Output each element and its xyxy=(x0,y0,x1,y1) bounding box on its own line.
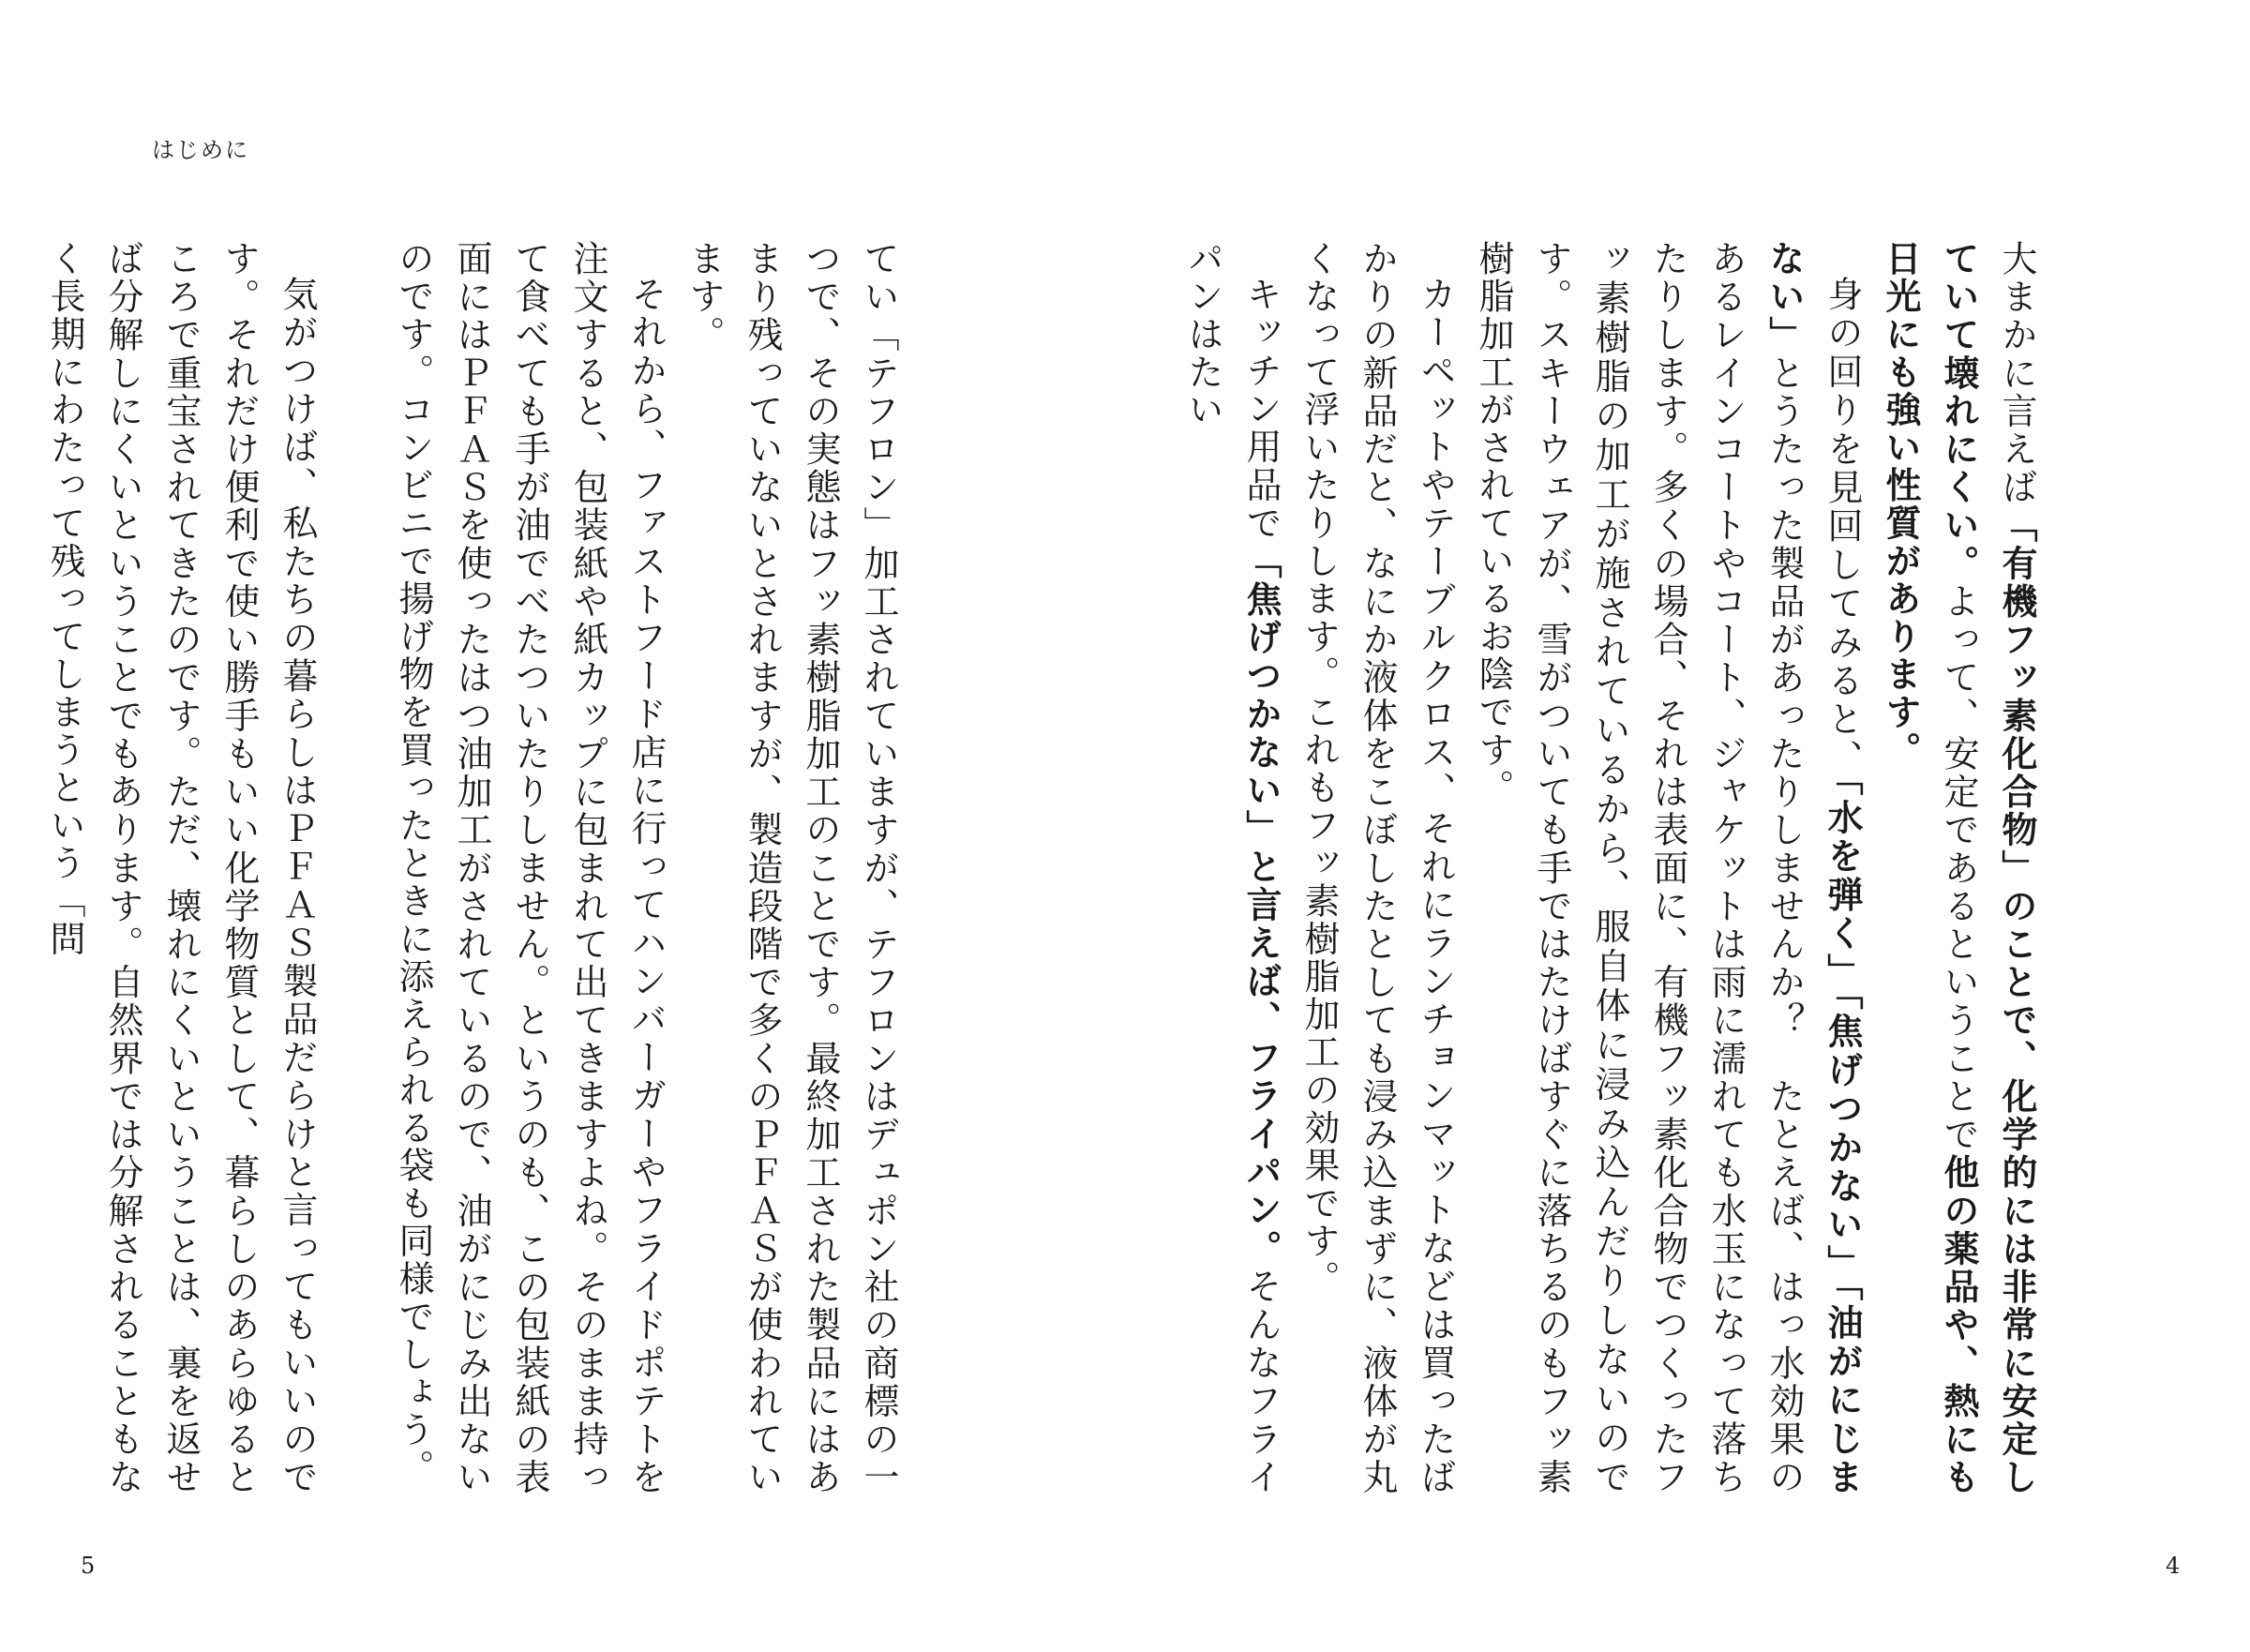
right-page xyxy=(1125,0,2250,1652)
right-p2-seg-1: 身の回りを見回してみると、 xyxy=(1822,276,1863,778)
right-p4-seg-1: キッチン用品で xyxy=(1240,276,1282,543)
page-number-left: 5 xyxy=(81,1553,96,1579)
left-paragraph-2: それから、ファストフード店に行ってハンバーガーやフライドポテトを注文すると、包装紙や紙カップに包まれて出てきますよね。そのまま持って食べても手が油でべたついたりしません。というのも、この包装紙の表面にはＰＦＡＳを使ったはつ油加工がされているので、油がにじみ出ないのです。コンビニで揚げ物を買ったときに添えられる袋も同様でしょう。 xyxy=(393,240,667,1496)
right-p4-seg-3: そんなフライパンはたい xyxy=(1182,240,1282,1496)
left-p1-head: てい xyxy=(858,240,899,317)
page-number-right: 4 xyxy=(2166,1553,2181,1579)
right-body-text xyxy=(1174,240,2046,1496)
left-paragraph-1 xyxy=(675,240,908,1496)
left-paragraph-3: 気がつけば、私たちの暮らしはＰＦＡＳ製品だらけと言ってもいいのです。それだけ便利で使い勝手もいい化学物質として、暮らしのあらゆるところで重宝されてきたのです。ただ、壊れにくいということは、裏を返せば分解しにくいということでもあります。自然界では分解されることもなく長期にわたって残ってしまうという「問 xyxy=(44,240,318,1496)
right-p1-seg-4-bold: 他の薬品や、熱にも日光にも強い性質があります。 xyxy=(1880,240,1979,1496)
right-p2-seg-3: とうたった製品があったりしませんか？ たとえば、はっ水効果のあるレインコートやコート、ジャケットは雨に濡れても水玉になって落ちたりします。多くの場合、それは表面に、有機フッ素化合物でつくったフッ素樹脂の加工が施されているから、服自体に浸み込んだりしないのです。スキーウェアが、雪がついても手ではたけばすぐに落ちるのもフッ素樹脂加工がされているお陰です。 xyxy=(1473,240,1805,1496)
left-body-text xyxy=(36,240,908,1496)
left-p1-quote: 「テフロン」 xyxy=(858,316,899,545)
right-p1-seg-1: 大まかに言えば xyxy=(1996,240,2037,507)
right-paragraph-4 xyxy=(1174,240,1290,1496)
right-paragraph-3: カーペットやテーブルクロス、それにランチョンマットなどは買ったばかりの新品だと、なにか液体をこぼしたとしても浸み込まずに、液体が丸くなって浮いたりします。これもフッ素樹脂加工の効果です。 xyxy=(1298,240,1456,1496)
right-p1-seg-3: よって、安定であるということで xyxy=(1938,582,1979,1154)
right-paragraph-2 xyxy=(1464,240,1871,1496)
running-head: はじめに xyxy=(152,137,249,163)
right-p1-seg-2-bold: 「有機フッ素化合物」のことで、化学的には非常に安定していて壊れにくい。 xyxy=(1938,240,2037,1496)
right-paragraph-1 xyxy=(1871,240,2046,1496)
left-p1-tail: 加工されていますが、テフロンはデュポン社の商標の一つで、その実態はフッ素樹脂加工のことです。最終加工された製品にはあまり残っていないとされますが、製造段階で多くのＰＦＡＳが使われています。 xyxy=(683,240,899,1496)
right-p2-seg-2-bold: 「水を弾く」「焦げつかない」「油がにじまない」 xyxy=(1763,240,1863,1496)
right-p4-seg-2-bold: 「焦げつかない」と言えば、フライパン。 xyxy=(1240,542,1282,1269)
